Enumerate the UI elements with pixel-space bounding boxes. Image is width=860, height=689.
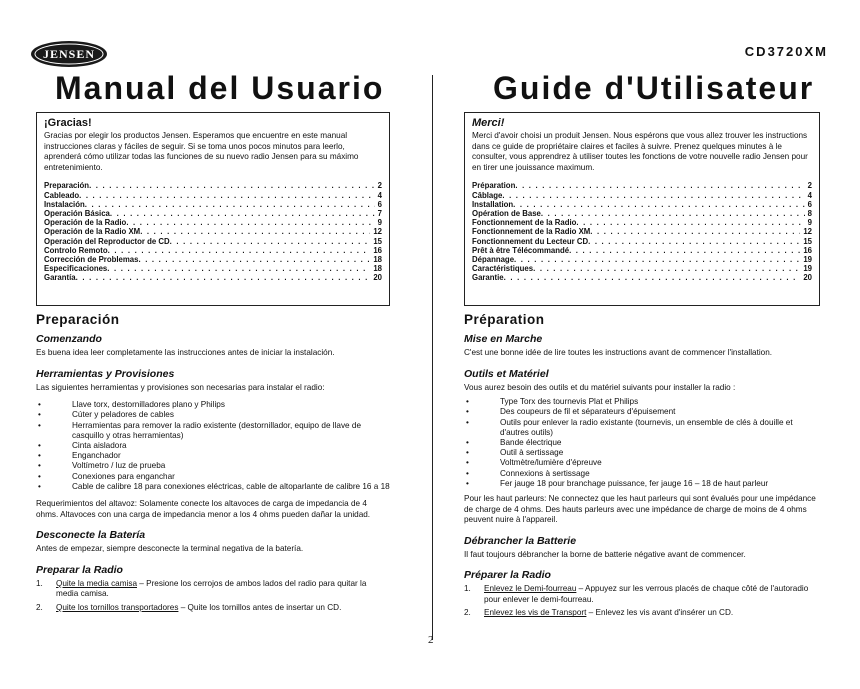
- step-heading: Quite la media camisa: [56, 578, 137, 588]
- toc-entry: [472, 255, 812, 264]
- toc-page: 18: [373, 255, 382, 264]
- toc-leader-dots: [533, 264, 800, 273]
- toc-page: 20: [803, 273, 812, 283]
- toc-page: 2: [377, 181, 382, 191]
- toc-label: Operación de la Radio XM: [44, 227, 141, 237]
- list-item: • Herramientas para remover la radio existente (destornillador, equipo de llave de casquillo y otras herramientas): [36, 421, 390, 441]
- toc-page: 15: [373, 236, 382, 246]
- toc-entry: [44, 273, 382, 282]
- box-title: Merci!: [472, 117, 505, 129]
- step-number: 2.: [36, 602, 43, 612]
- subheading-getting-started: Mise en Marche: [464, 333, 543, 345]
- toc-label: Opération de Base: [472, 208, 541, 218]
- steps-list: [36, 579, 390, 613]
- toc-label: Operación del Reproductor de CD: [44, 236, 170, 246]
- toc-label: Installation: [472, 199, 514, 209]
- toc-entry: [44, 237, 382, 246]
- section-heading: Preparación: [36, 312, 120, 327]
- list-item: • Llave torx, destornilladores plano y Philips: [36, 400, 390, 410]
- paragraph: Antes de empezar, siempre desconecte la terminal negativa de la batería.: [36, 544, 304, 554]
- toc-label: Especificaciones: [44, 264, 108, 274]
- toc-page: 18: [373, 264, 382, 274]
- toc-entry: [472, 227, 812, 236]
- list-item: • Cinta aisladora: [36, 441, 390, 451]
- toc-page: 16: [373, 245, 382, 255]
- toc-label: Cableado: [44, 190, 80, 200]
- model-number: CD3720XM: [744, 44, 828, 59]
- toc-leader-dots: [110, 209, 375, 218]
- list-item: • Voltmètre/lumière d'épreuve: [464, 458, 820, 468]
- toc-entry: [44, 191, 382, 200]
- toc-label: Câblage: [472, 190, 503, 200]
- step-item: [36, 579, 390, 600]
- toc-label: Instalación: [44, 199, 85, 209]
- toc-label: Dépannage: [472, 255, 515, 264]
- toc-page: 2: [807, 181, 812, 191]
- toc-leader-dots: [107, 264, 370, 273]
- toc-label: Controlo Remoto: [44, 245, 108, 255]
- toc-leader-dots: [126, 218, 374, 227]
- toc-entry: [44, 255, 382, 264]
- list-item: • Enganchador: [36, 451, 390, 461]
- toc-label: Operación de la Radio: [44, 218, 127, 228]
- list-item: • Cúter y peladores de cables: [36, 410, 390, 420]
- list-item: • Des coupeurs de fil et séparateurs d'épuisement: [464, 407, 820, 417]
- toc-entry: [44, 246, 382, 255]
- step-heading: Enlevez le Demi-fourreau: [484, 584, 577, 594]
- paragraph: Il faut toujours débrancher la borne de batterie négative avant de commencer.: [464, 549, 746, 559]
- toc-page: 12: [803, 227, 812, 237]
- toc-page: 9: [807, 218, 812, 228]
- toc-label: Fonctionnement du Lecteur CD: [472, 236, 589, 246]
- step-heading: Quite los tornillos transportadores: [56, 602, 179, 612]
- step-number: 1.: [36, 578, 43, 588]
- toc-leader-dots: [502, 191, 804, 200]
- toc-leader-dots: [514, 255, 800, 264]
- toc-leader-dots: [504, 273, 801, 282]
- toc-page: 19: [803, 264, 812, 274]
- box-text: Gracias por elegir los productos Jensen. Esperamos que encuentre en este manual instrucciones claras y fáciles de seguir. Si se toma unos pocos minutos para leerlo, aprenderá cómo utilizar todas las funciones de su nuevo radio Jensen para su máximo entretenimiento.: [44, 131, 359, 172]
- toc-leader-dots: [76, 273, 371, 282]
- toc-label: Preparación: [44, 181, 90, 191]
- subheading-tools: Outils et Matériel: [464, 367, 549, 380]
- toc-entry: [472, 200, 812, 209]
- subheading-tools: Herramientas y Provisiones: [36, 367, 175, 380]
- toc-entry: [472, 273, 812, 282]
- toc-entry: [44, 227, 382, 236]
- toc-entry: [472, 181, 812, 190]
- list-item: • Bande électrique: [464, 438, 820, 448]
- list-item: • Outil à sertissage: [464, 448, 820, 458]
- speaker-note: Requerimientos del altavoz: Solamente conecte los altavoces de carga de impedancia de 4 ohms. Altavoces con una carga de impedancia menor a los 4 ohms pueden dañar la unidad.: [36, 499, 371, 519]
- toc-entry: [44, 209, 382, 218]
- subheading-getting-started: Comenzando: [36, 333, 102, 345]
- toc-label: Préparation: [472, 181, 516, 191]
- spanish-intro-box: [36, 112, 390, 306]
- toc-leader-dots: [515, 181, 804, 190]
- toc-label: Caractéristiques: [472, 264, 534, 274]
- list-item: • Conexiones para enganchar: [36, 472, 390, 482]
- toc-label: Prêt à être Télécommandé: [472, 245, 570, 255]
- toc-leader-dots: [170, 237, 371, 246]
- toc-leader-dots: [541, 209, 805, 218]
- toc-entry: [472, 246, 812, 255]
- subheading-prepare-radio: Preparar la Radio: [36, 563, 123, 576]
- toc-label: Garantía: [44, 273, 76, 283]
- tools-list: [464, 397, 820, 489]
- subheading-prepare-radio: Préparer la Radio: [464, 569, 551, 582]
- toc-page: 6: [807, 199, 812, 209]
- paragraph: C'est une bonne idée de lire toutes les instructions avant de commencer l'installation.: [464, 348, 773, 357]
- toc-label: Operación Básica: [44, 208, 110, 218]
- paragraph: Vous aurez besoin des outils et du matériel suivants pour installer la radio :: [464, 382, 736, 392]
- toc-page: 9: [377, 218, 382, 228]
- toc-page: 16: [803, 245, 812, 255]
- toc-label: Corrección de Problemas: [44, 255, 139, 264]
- toc-leader-dots: [576, 218, 804, 227]
- step-item: [36, 603, 390, 613]
- list-item: • Cable de calibre 18 para conexiones eléctricas, cable de altoparlante de calibre 16 a 18: [36, 482, 390, 492]
- toc-page: 12: [373, 227, 382, 237]
- toc-page: 15: [803, 236, 812, 246]
- toc-page: 19: [803, 255, 812, 264]
- subheading-battery: Desconecte la Batería: [36, 529, 146, 542]
- toc-page: 20: [373, 273, 382, 283]
- table-of-contents: [472, 181, 812, 282]
- toc-entry: [472, 218, 812, 227]
- list-item: • Type Torx des tournevis Plat et Philips: [464, 397, 820, 407]
- subheading-battery: Débrancher la Batterie: [464, 534, 577, 547]
- toc-entry: [44, 181, 382, 190]
- spanish-column: [36, 112, 390, 616]
- toc-page: 6: [377, 199, 382, 209]
- step-text: – Enlevez les vis avant d'insérer un CD.: [586, 608, 734, 618]
- steps-list: [464, 584, 820, 618]
- french-intro-box: [464, 112, 820, 306]
- list-item: • Connexions à sertissage: [464, 469, 820, 479]
- toc-label: Garantie: [472, 273, 504, 283]
- table-of-contents: [44, 181, 382, 282]
- step-heading: Enlevez les vis de Transport: [484, 608, 587, 618]
- box-title: ¡Gracias!: [44, 117, 92, 129]
- paragraph: Las siguientes herramientas y provisiones son necesarias para instalar el radio:: [36, 382, 325, 392]
- toc-leader-dots: [79, 191, 375, 200]
- list-item: • Outils pour enlever la radio existante (tournevis, un ensemble de clés à douille et d'autres outils): [464, 418, 820, 438]
- tools-list: [36, 400, 390, 492]
- title-french: Guide d'Utilisateur: [493, 70, 815, 106]
- step-text: – Appuyez sur les verrous placés de chaque côté de l'autoradio pour enlever le demi-fourreau.: [484, 584, 809, 604]
- toc-leader-dots: [569, 246, 800, 255]
- step-text: – Quite los tornillos antes de insertar un CD.: [178, 602, 342, 612]
- toc-page: 4: [377, 190, 382, 200]
- step-item: [464, 608, 820, 618]
- toc-entry: [44, 264, 382, 273]
- toc-leader-dots: [108, 246, 371, 255]
- toc-entry: [472, 237, 812, 246]
- toc-page: 4: [807, 190, 812, 200]
- paragraph: Es buena idea leer completamente las instrucciones antes de iniciar la instalación.: [36, 348, 335, 357]
- toc-entry: [472, 209, 812, 218]
- toc-leader-dots: [138, 255, 370, 264]
- french-column: [464, 112, 820, 622]
- toc-entry: [472, 264, 812, 273]
- step-number: 2.: [464, 608, 471, 618]
- jensen-logo: [30, 40, 108, 68]
- toc-page: 8: [807, 208, 812, 218]
- toc-leader-dots: [140, 227, 370, 236]
- toc-entry: [44, 200, 382, 209]
- toc-leader-dots: [588, 237, 800, 246]
- toc-leader-dots: [513, 200, 805, 209]
- section-heading: Préparation: [464, 312, 545, 327]
- list-item: • Fer jauge 18 pour branchage puissance, fer jauge 16 – 18 de haut parleur: [464, 479, 820, 489]
- toc-label: Fonctionnement de la Radio XM: [472, 227, 591, 237]
- toc-label: Fonctionnement de la Radio: [472, 218, 577, 228]
- toc-leader-dots: [89, 181, 375, 190]
- page-number: 2: [428, 634, 434, 646]
- step-item: [464, 584, 820, 605]
- speaker-note: Pour les haut parleurs: Ne connectez que les haut parleurs qui sont évalués pour une impédance de charge de 4 ohms. Des hauts parleurs avec une impédance de charge de moins de 4 ohms peuvent nuire à l'appareil.: [464, 494, 816, 525]
- column-divider: [432, 75, 433, 640]
- toc-entry: [472, 191, 812, 200]
- step-text: – Presione los cerrojos de ambos lados del radio para quitar la media camisa.: [56, 578, 367, 599]
- toc-leader-dots: [85, 200, 375, 209]
- toc-leader-dots: [590, 227, 800, 236]
- title-spanish: Manual del Usuario: [55, 70, 385, 106]
- step-number: 1.: [464, 584, 471, 594]
- toc-page: 7: [377, 208, 382, 218]
- toc-entry: [44, 218, 382, 227]
- box-text: Merci d'avoir choisi un produit Jensen. Nous espérons que vous allez trouver les instructions dans ce guide de propriétaire claires et faciles à suivre. Prenez quelques minutes à le consulter, vous apprendrez à utiliser toutes les fonctions de votre nouvelle radio Jensen pour en tirer une jouissance maximum.: [472, 131, 808, 172]
- logo-text: JENSEN: [42, 47, 96, 61]
- list-item: • Voltímetro / luz de prueba: [36, 461, 390, 471]
